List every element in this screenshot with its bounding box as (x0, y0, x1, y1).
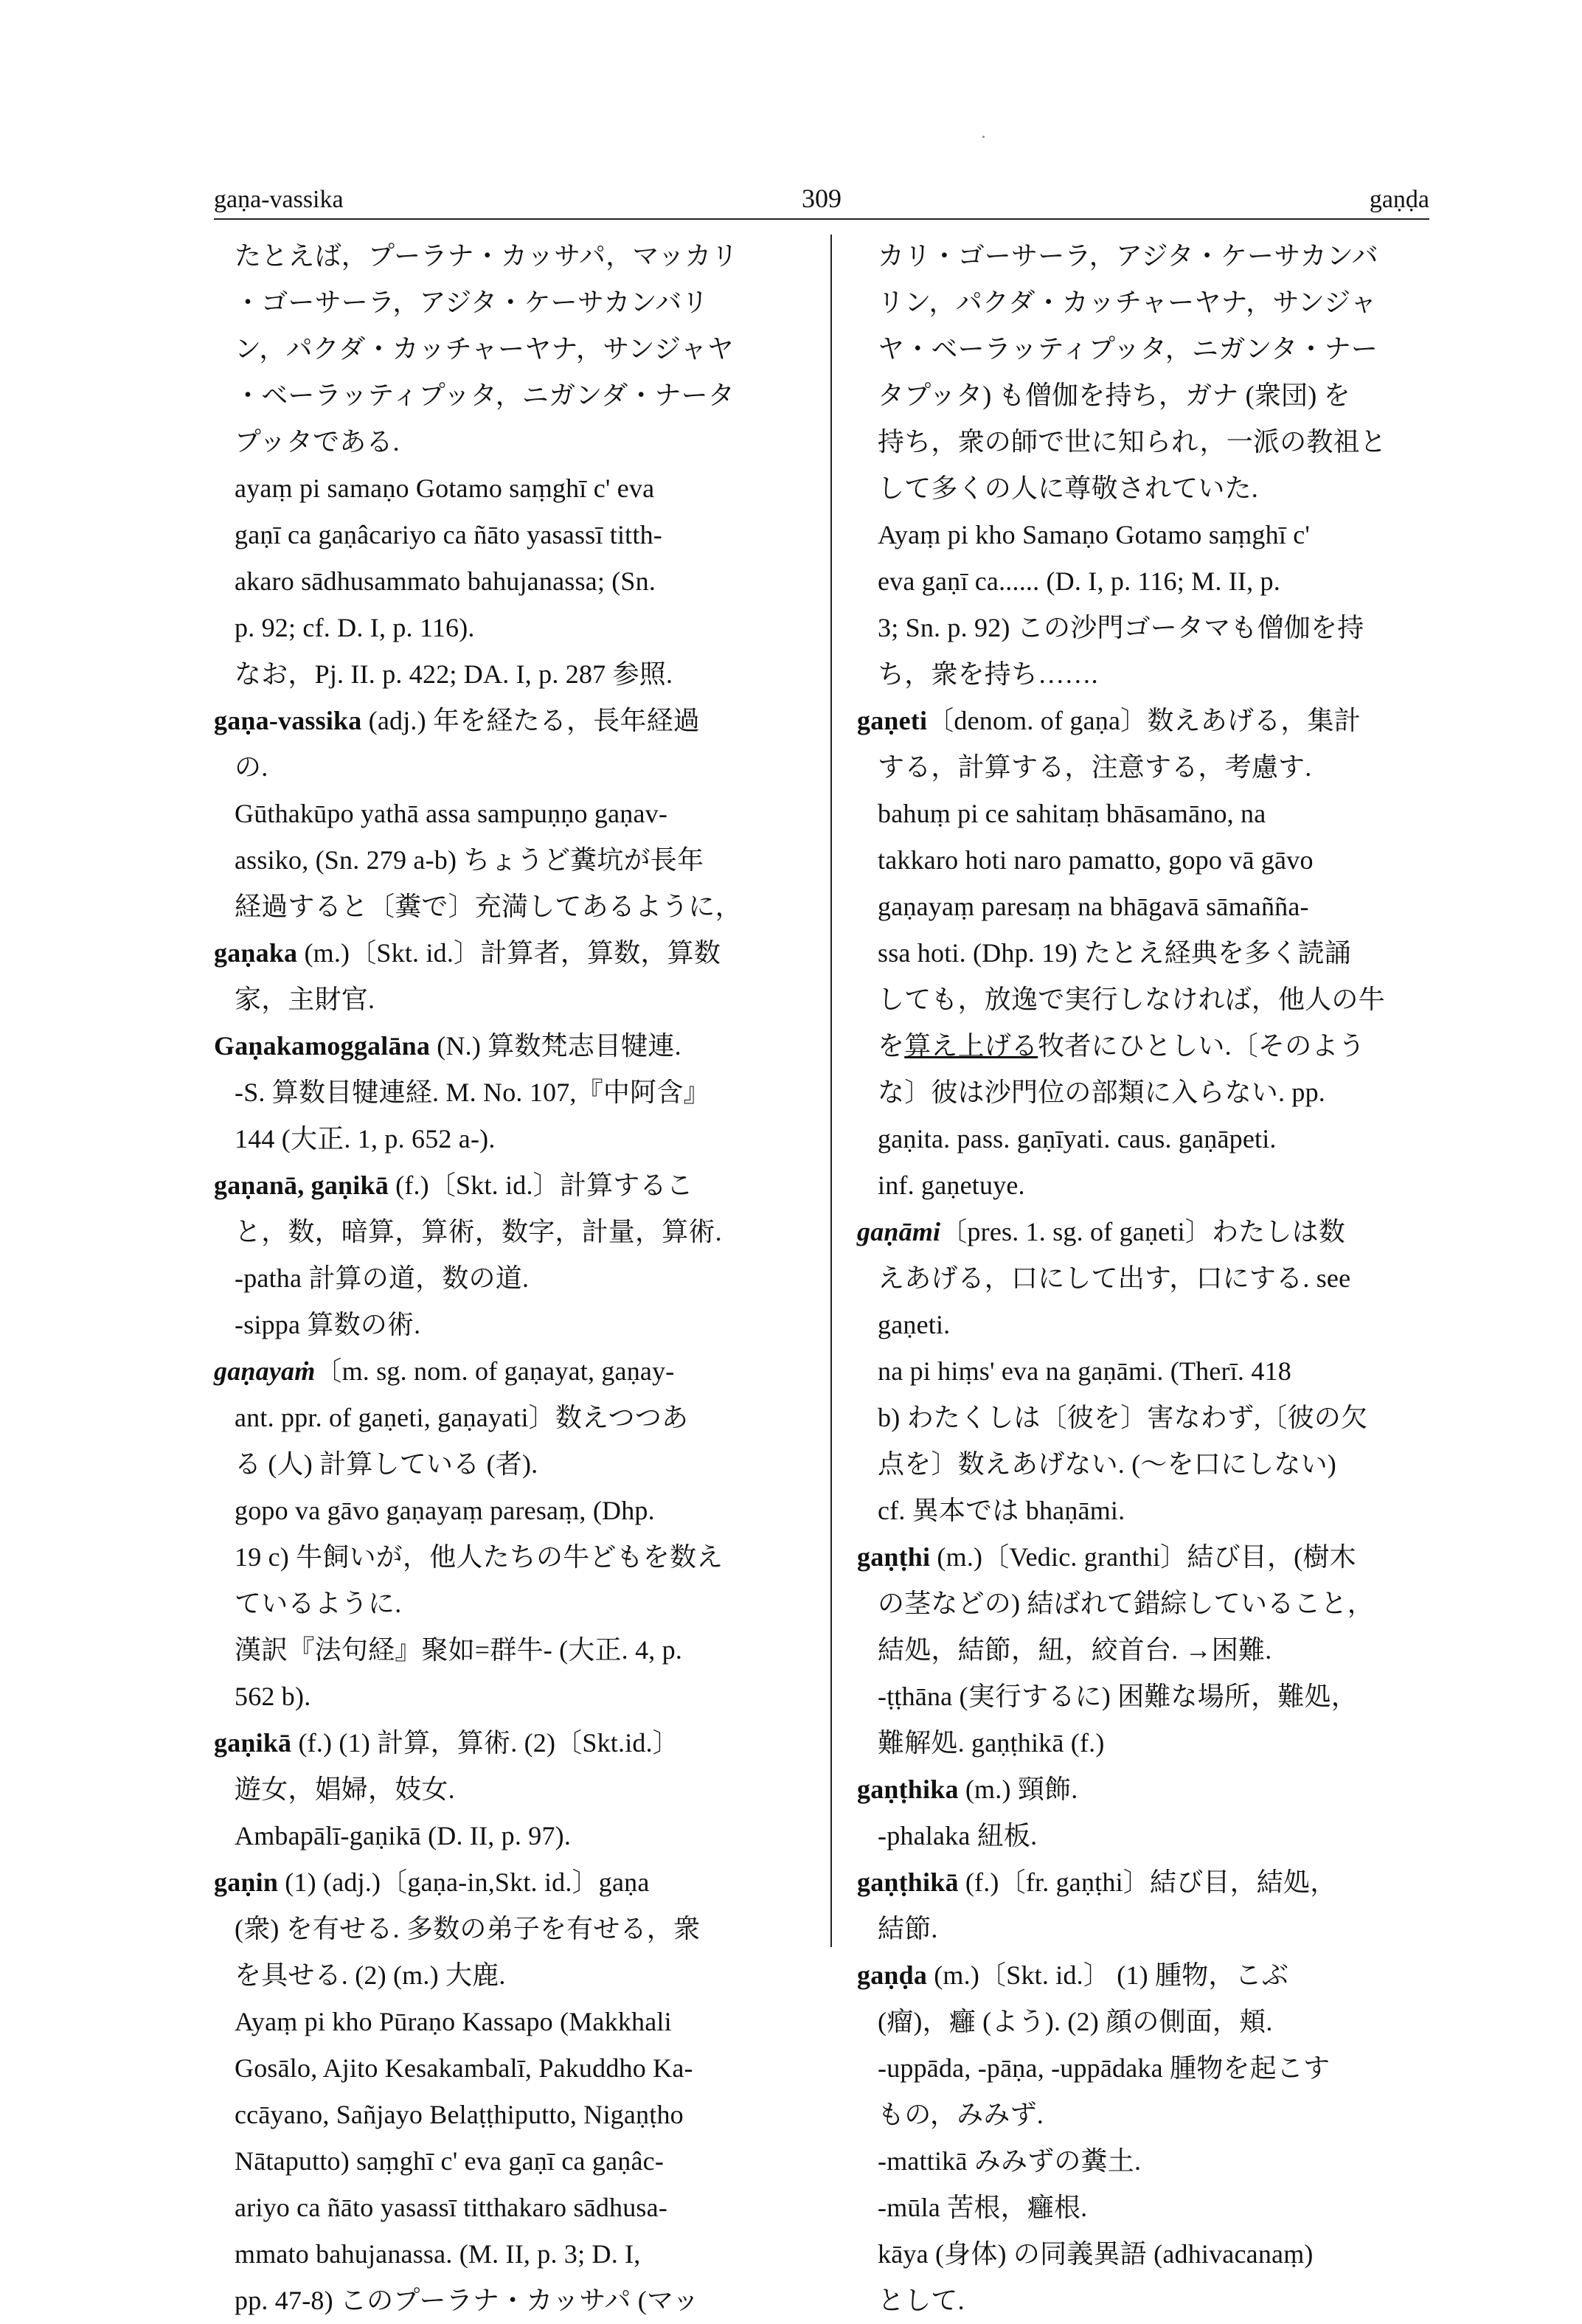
line-text: として. (878, 2286, 965, 2315)
dictionary-text-line (214, 1395, 804, 1441)
page-number: 309 (802, 184, 842, 213)
line-text: ヤ・ベーラッティプッタ，ニガンタ・ナー (878, 334, 1378, 364)
dictionary-text-line (214, 2092, 804, 2138)
line-text: ant. ppr. of gaṇeti, gaṇayati〕数えつつあ (235, 1403, 689, 1432)
headword: gaṇikā (214, 1728, 292, 1758)
dictionary-text-line (214, 1813, 804, 1859)
dictionary-text-line (857, 558, 1440, 605)
headword: gaṇanā, gaṇikā (214, 1170, 389, 1200)
line-text: gaṇeti. (878, 1310, 951, 1339)
headword: gaṇṭhikā (857, 1867, 959, 1897)
line-text: Nātaputto) saṃghī c' eva gaṇī ca gaṇâc- (235, 2146, 665, 2176)
dictionary-text-line (214, 1209, 804, 1255)
dictionary-text-line (857, 465, 1440, 512)
dictionary-text-line (857, 1999, 1440, 2045)
dictionary-text-line (214, 1255, 804, 1302)
dictionary-entry-line (214, 1859, 804, 1906)
line-text: Ayaṃ pi kho Samaṇo Gotamo saṃghī c' (878, 520, 1311, 549)
dictionary-text-line (857, 651, 1440, 698)
dictionary-text-line (857, 2045, 1440, 2092)
dictionary-text-line (214, 1627, 804, 1673)
line-text: と，数，暗算，算術，数字，計量，算術. (235, 1217, 722, 1246)
line-text: cf. 異本では bhaṇāmi. (878, 1496, 1125, 1525)
line-text: プッタである. (235, 427, 400, 457)
line-text: Ambapālī-gaṇikā (D. II, p. 97). (235, 1821, 572, 1850)
dictionary-text-line (857, 1162, 1440, 1209)
dictionary-text-line (214, 1534, 804, 1581)
left-column (214, 233, 804, 2324)
line-text: -uppāda, -pāṇa, -uppādaka 腫物を起こす (878, 2053, 1331, 2083)
dictionary-entry-line (214, 930, 804, 977)
line-text: 〔m. sg. nom. of gaṇayat, gaṇay- (315, 1356, 675, 1386)
line-text: 3; Sn. p. 92) この沙門ゴータマも僧伽を持 (878, 613, 1364, 642)
line-text: Gosālo, Ajito Kesakambalī, Pakuddho Ka- (235, 2053, 693, 2083)
dictionary-text-line (857, 1023, 1440, 1069)
dictionary-text-line (214, 837, 804, 884)
text-segment: を (878, 1031, 905, 1061)
line-text: なお，Pj. II. p. 422; DA. I, p. 287 参照. (235, 659, 673, 689)
line-text: たとえば，プーラナ・カッサパ，マッカリ (235, 241, 738, 271)
dictionary-text-line (214, 1116, 804, 1162)
line-text: (m.)〔Skt. id.〕計算者，算数，算数 (297, 938, 721, 968)
headword: gaṇayaṁ (214, 1356, 316, 1386)
line-text: gopo va gāvo gaṇayaṃ paresaṃ, (Dhp. (235, 1496, 655, 1525)
line-text: (f.)〔fr. gaṇṭhi〕結び目，結処， (958, 1867, 1337, 1897)
dictionary-entry-line (214, 1720, 804, 1766)
line-text: (衆) を有せる. 多数の弟子を有せる，衆 (235, 1914, 701, 1943)
headword: Gaṇakamoggalāna (214, 1031, 431, 1061)
headword: gaṇāmi (857, 1217, 941, 1246)
line-text: -phalaka 紐板. (878, 1821, 1038, 1850)
dictionary-text-line (857, 2185, 1440, 2231)
line-text: 結節. (878, 1914, 938, 1943)
dictionary-text-line (857, 791, 1440, 837)
dictionary-text-line (857, 1627, 1440, 1673)
dictionary-text-line (214, 884, 804, 930)
line-text: gaṇayaṃ paresaṃ na bhāgavā sāmañña- (878, 892, 1309, 921)
line-text: -mattikā みみずの糞土. (878, 2146, 1142, 2176)
dictionary-entry-line (857, 698, 1440, 744)
dictionary-text-line (214, 2278, 804, 2324)
line-text: bahuṃ pi ce sahitaṃ bhāsamāno, na (878, 799, 1266, 828)
line-text: ているように. (235, 1589, 402, 1618)
dictionary-entry-line (214, 1023, 804, 1069)
line-text: カリ・ゴーサーラ，アジタ・ケーサカンバ (878, 241, 1378, 271)
dictionary-entry-line (857, 1534, 1440, 1581)
line-text: (f.)〔Skt. id.〕計算するこ (388, 1170, 693, 1200)
line-text: 562 b). (235, 1682, 311, 1711)
dictionary-text-line (857, 233, 1440, 280)
headword: gaṇin (214, 1867, 279, 1897)
line-text: して多くの人に尊敬されていた. (878, 474, 1259, 503)
dictionary-entry-line (857, 1209, 1440, 1255)
underlined-phrase: 算え上げる (904, 1031, 1038, 1061)
dictionary-text-line (857, 1302, 1440, 1348)
line-text: (N.) 算数梵志目犍連. (430, 1031, 681, 1061)
dictionary-text-line (857, 1255, 1440, 1302)
dictionary-entry-line (857, 1859, 1440, 1906)
header-right-guide-word: gaṇḍa (1369, 186, 1429, 213)
line-text: を具せる. (2) (m.) 大鹿. (235, 1960, 506, 1990)
dictionary-text-line (214, 1766, 804, 1813)
line-text: assiko, (Sn. 279 a-b) ちょうど糞坑が長年 (235, 845, 704, 875)
line-text: eva gaṇī ca...... (D. I, p. 116; M. II, p. (878, 566, 1280, 596)
dictionary-text-line (214, 1069, 804, 1116)
line-text: る (人) 計算している (者). (235, 1449, 538, 1479)
dictionary-text-line (857, 977, 1440, 1023)
dictionary-entry-line (857, 1952, 1440, 1999)
line-text: -S. 算数目犍連経. M. No. 107,『中阿含』 (235, 1078, 710, 1107)
line-text: タプッタ) も僧伽を持ち，ガナ (衆団) を (878, 381, 1350, 410)
dictionary-text-line (857, 1720, 1440, 1766)
line-text: b) わたくしは〔彼を〕害なわず,〔彼の欠 (878, 1403, 1368, 1432)
dictionary-text-line (214, 372, 804, 419)
line-text: takkaro hoti naro pamatto, gopo vā gāvo (878, 845, 1314, 875)
dictionary-entry-line (214, 698, 804, 744)
dictionary-text-line (214, 233, 804, 280)
dictionary-text-line (857, 605, 1440, 651)
line-text: 持ち，衆の師で世に知られ，一派の教祖と (878, 427, 1387, 457)
dictionary-text-line (857, 326, 1440, 372)
line-text: Ayaṃ pi kho Pūraṇo Kassapo (Makkhali (235, 2007, 672, 2036)
dictionary-text-line (857, 2278, 1440, 2324)
line-text: する，計算する，注意する，考慮す. (878, 752, 1312, 782)
headword: gaṇaka (214, 938, 298, 968)
dictionary-text-line (857, 419, 1440, 465)
line-text: ssa hoti. (Dhp. 19) たとえ経典を多く読誦 (878, 938, 1351, 968)
line-text: ン，パクダ・カッチャーヤナ，サンジャヤ (235, 334, 734, 364)
line-text: gaṇī ca gaṇâcariyo ca ñāto yasassī titth- (235, 520, 662, 549)
line-text: kāya (身体) の同義異語 (adhivacanaṃ) (878, 2239, 1314, 2269)
scan-speck (982, 136, 985, 138)
line-text: (adj.) 年を経たる，長年経過 (361, 706, 701, 735)
dictionary-text-line (857, 1488, 1440, 1534)
right-column (857, 233, 1440, 2324)
line-text: gaṇita. pass. gaṇīyati. caus. gaṇāpeti. (878, 1124, 1277, 1154)
line-text: (1) (adj.)〔gaṇa-in,Skt. id.〕gaṇa (278, 1867, 650, 1897)
dictionary-text-line (857, 2138, 1440, 2185)
dictionary-text-line (857, 372, 1440, 419)
header-left-guide-word: gaṇa-vassika (214, 186, 344, 213)
dictionary-text-line (214, 2185, 804, 2231)
dictionary-text-line (857, 1395, 1440, 1441)
line-text: 19 c) 牛飼いが，他人たちの牛どもを数え (235, 1542, 724, 1572)
line-text: もの，みみず. (878, 2100, 1044, 2129)
line-text: 〔denom. of gaṇa〕数えあげる，集計 (927, 706, 1361, 735)
line-text: しても，放逸で実行しなければ，他人の牛 (878, 985, 1385, 1014)
line-text: ariyo ca ñāto yasassī titthakaro sādhusa- (235, 2193, 668, 2222)
dictionary-text-line (857, 837, 1440, 884)
dictionary-text-line (857, 1673, 1440, 1720)
dictionary-text-line (214, 651, 804, 698)
dictionary-text-line (214, 1581, 804, 1627)
dictionary-entry-line (214, 1162, 804, 1209)
dictionary-text-line (214, 512, 804, 558)
dictionary-text-line (857, 1348, 1440, 1395)
line-text: (m.)〔Vedic. granthi〕結び目，(樹木 (930, 1542, 1356, 1572)
dictionary-entry-line (857, 1766, 1440, 1813)
line-text: mmato bahujanassa. (M. II, p. 3; D. I, (235, 2239, 641, 2269)
line-text: えあげる，口にして出す，口にする. see (878, 1263, 1351, 1293)
dictionary-text-line (214, 558, 804, 605)
dictionary-text-line (857, 280, 1440, 326)
line-text: の茎などの) 結ばれて錯綜していること， (878, 1589, 1374, 1618)
line-text: 難解処. gaṇṭhikā (f.) (878, 1728, 1105, 1758)
line-text: 家，主財官. (235, 985, 375, 1014)
dictionary-text-line (857, 512, 1440, 558)
dictionary-text-line (214, 1952, 804, 1999)
line-text: 漢訳『法句経』聚如=群牛- (大正. 4, p. (235, 1635, 683, 1665)
dictionary-text-line (857, 1906, 1440, 1952)
dictionary-text-line (214, 1441, 804, 1488)
line-text: -ṭṭhāna (実行するに) 困難な場所，難処， (878, 1682, 1358, 1711)
dictionary-text-line (214, 2045, 804, 2092)
line-text: (f.) (1) 計算，算術. (2)〔Skt.id.〕 (291, 1728, 679, 1758)
dictionary-text-line (857, 884, 1440, 930)
dictionary-text-line (214, 1302, 804, 1348)
line-text: 牧者にひとしい.〔そのよう (1038, 1031, 1365, 1061)
line-text: -mūla 苦根，癰根. (878, 2193, 1088, 2222)
line-text: (瘤)，癰 (よう). (2) 顔の側面，頬. (878, 2007, 1273, 2036)
line-text: (m.)〔Skt. id.〕 (1) 腫物，こぶ (927, 1960, 1289, 1990)
line-text: p. 92; cf. D. I, p. 116). (235, 613, 475, 642)
dictionary-text-line (214, 977, 804, 1023)
dictionary-text-line (214, 419, 804, 465)
dictionary-text-line (214, 280, 804, 326)
line-text: 144 (大正. 1, p. 652 a-). (235, 1124, 496, 1154)
line-text: -sippa 算数の術. (235, 1310, 421, 1339)
line-text: リン，パクダ・カッチャーヤナ，サンジャ (878, 288, 1377, 317)
line-text: na pi hiṃs' eva na gaṇāmi. (Therī. 418 (878, 1356, 1291, 1386)
dictionary-text-line (857, 1581, 1440, 1627)
line-text: 結処，結節，紐，絞首台. →困難. (878, 1635, 1272, 1665)
dictionary-text-line (214, 326, 804, 372)
line-text: akaro sādhusammato bahujanassa; (Sn. (235, 566, 656, 596)
headword: gaṇṭhika (857, 1775, 959, 1804)
line-text: pp. 47-8) このプーラナ・カッサパ (マッ (235, 2286, 699, 2315)
dictionary-text-line (857, 930, 1440, 977)
dictionary-text-line (214, 1999, 804, 2045)
line-text: ccāyano, Sañjayo Belaṭṭhiputto, Nigaṇṭho (235, 2100, 684, 2129)
dictionary-text-line (857, 1441, 1440, 1488)
dictionary-text-line (857, 1813, 1440, 1859)
line-text: ・ベーラッティプッタ，ニガンダ・ナータ (235, 381, 735, 410)
line-text: ・ゴーサーラ，アジタ・ケーサカンバリ (235, 288, 709, 317)
headword: gaṇṭhi (857, 1542, 931, 1572)
dictionary-text-line (214, 1673, 804, 1720)
line-text: Gūthakūpo yathā assa sampuṇṇo gaṇav- (235, 799, 668, 828)
dictionary-text-line (214, 1488, 804, 1534)
dictionary-text-line (214, 791, 804, 837)
dictionary-text-line (857, 1116, 1440, 1162)
dictionary-text-line (214, 2138, 804, 2185)
dictionary-text-line (214, 465, 804, 512)
column-divider (830, 235, 832, 1947)
running-header (214, 183, 1429, 217)
line-text: 経過すると〔糞で〕充満してあるように， (235, 892, 742, 921)
line-text: な〕彼は沙門位の部類に入らない. pp. (878, 1078, 1326, 1107)
line-text: 〔pres. 1. sg. of gaṇeti〕わたしは数 (940, 1217, 1345, 1246)
dictionary-text-line (857, 2092, 1440, 2138)
headword: gaṇa-vassika (214, 706, 362, 735)
dictionary-text-line (214, 2231, 804, 2278)
dictionary-text-line (214, 1906, 804, 1952)
headword: gaṇḍa (857, 1960, 928, 1990)
line-text: inf. gaṇetuye. (878, 1170, 1025, 1200)
header-rule (214, 218, 1429, 220)
line-text: 遊女，娼婦，妓女. (235, 1775, 455, 1804)
line-text: ち，衆を持ち……. (878, 659, 1098, 689)
dictionary-entry-line (214, 1348, 804, 1395)
dictionary-text-line (857, 1069, 1440, 1116)
line-text: -patha 計算の道，数の道. (235, 1263, 530, 1293)
line-text: 点を〕数えあげない. (〜を口にしない) (878, 1449, 1336, 1479)
headword: gaṇeti (857, 706, 928, 735)
line-text: ayaṃ pi samaṇo Gotamo saṃghī c' eva (235, 474, 655, 503)
dictionary-text-line (857, 744, 1440, 791)
dictionary-text-line (214, 605, 804, 651)
line-text: の. (235, 752, 268, 782)
line-text: (m.) 頸飾. (958, 1775, 1078, 1804)
dictionary-text-line (214, 744, 804, 791)
dictionary-text-line (857, 2231, 1440, 2278)
